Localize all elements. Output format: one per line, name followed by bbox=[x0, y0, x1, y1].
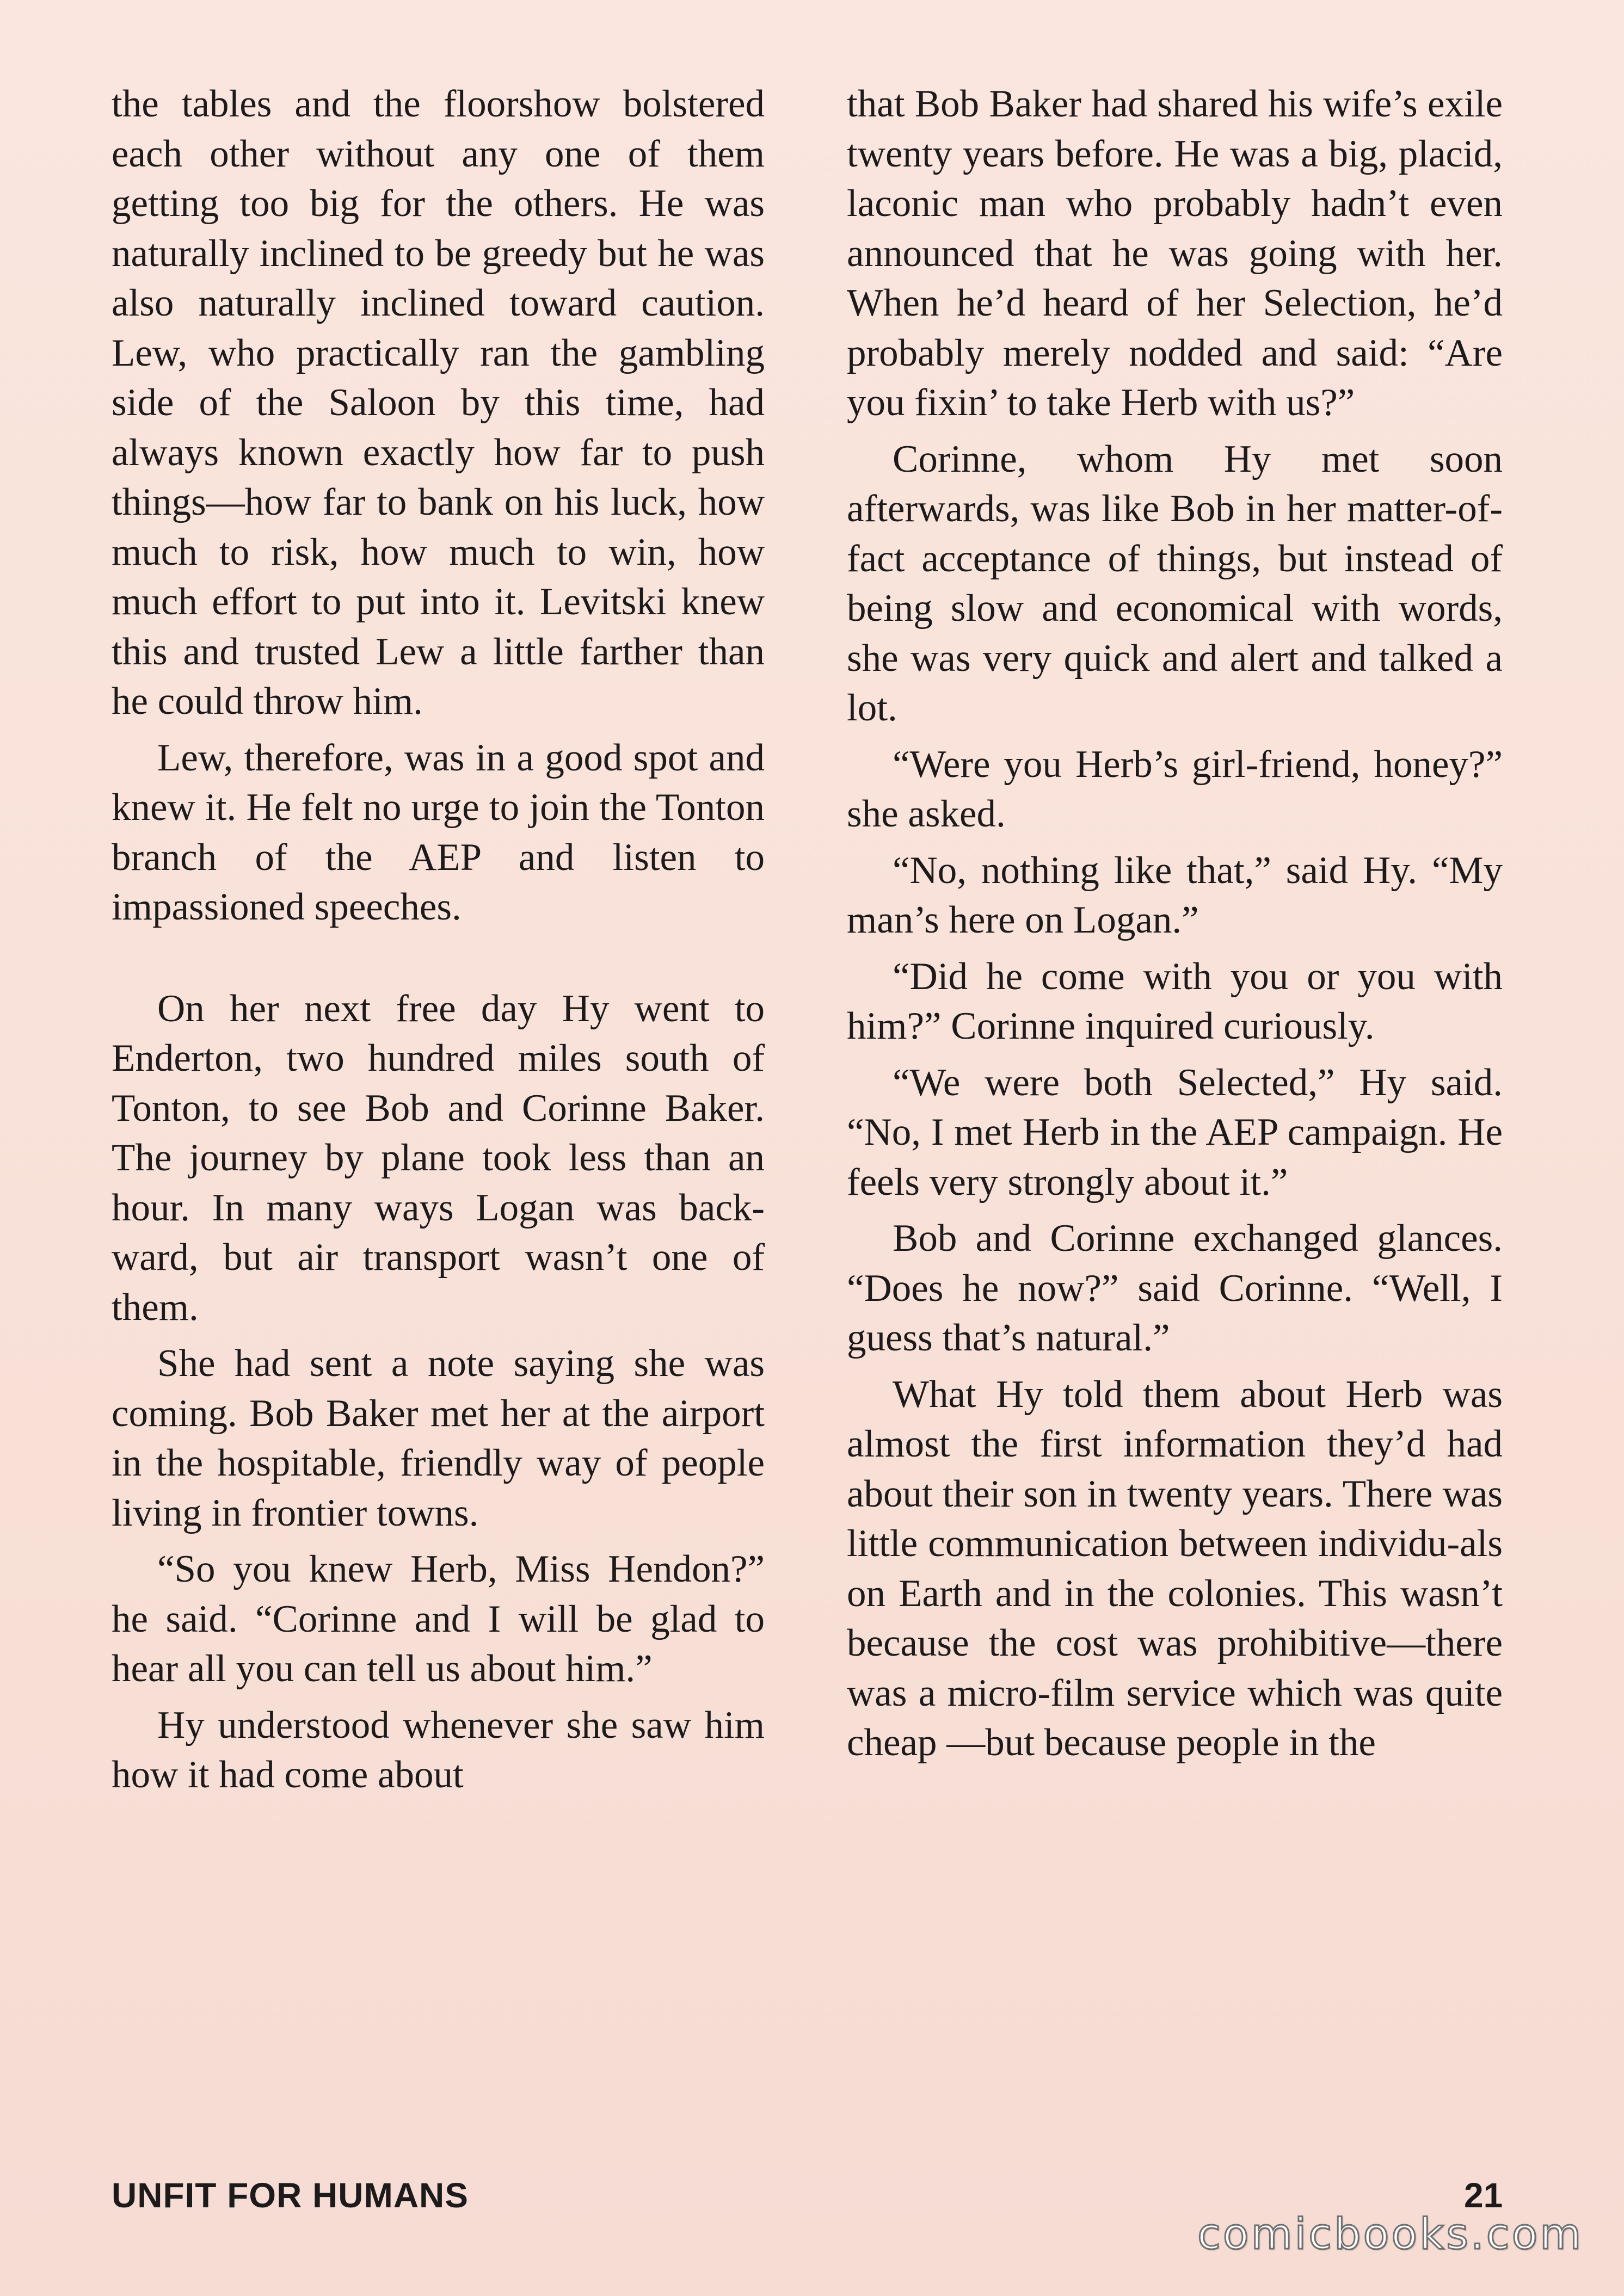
watermark-logo: comicbooks.com bbox=[1197, 2210, 1584, 2259]
paragraph: the tables and the floorshow bolstered each other without any one of them getting too big for the others. He was naturally inclined to be greedy but he was also naturally inclined toward caution. Lew, who practically ran the gambling side of the Saloon by this time, had always known exactly how far to push things—how far to bank on his luck, how much to risk, how much to win, how much effort to put into it. Levitski knew this and trusted Lew a little farther than he could throw him. bbox=[112, 83, 765, 723]
paragraph: that Bob Baker had shared his wife’s exile twenty years before. He was a big, placid, laconic man who probably hadn’t even announced that he was going with her. When he’d heard of her Selection, he’d probably merely nodded and said: “Are you fixin’ to take Herb with us?” bbox=[847, 83, 1503, 424]
paragraph: “Did he come with you or you with him?” Corinne inquired curiously. bbox=[847, 955, 1503, 1047]
paragraph: Lew, therefore, was in a good spot and knew it. He felt no urge to join the Tonton branch of the AEP and listen to impassioned speeches. bbox=[112, 736, 765, 928]
paragraph: “No, nothing like that,” said Hy. “My man’s here on Logan.” bbox=[847, 849, 1503, 941]
right-text-column bbox=[847, 79, 1503, 1775]
paragraph: What Hy told them about Herb was almost the first information they’d had about their son in twenty years. There was little communication between individu-als on Earth and in the colonies. This wasn’t because the cost was prohibitive—there was a micro-film service which was quite cheap —but because people in the bbox=[847, 1373, 1503, 1764]
paragraph: Hy understood whenever she saw him how it had come about bbox=[112, 1704, 765, 1796]
paragraph: “So you knew Herb, Miss Hendon?” he said. “Corinne and I will be glad to hear all you can tell us about him.” bbox=[112, 1548, 765, 1690]
paragraph: “Were you Herb’s girl-friend, honey?” she asked. bbox=[847, 743, 1503, 835]
paragraph: Corinne, whom Hy met soon afterwards, was like Bob in her matter-of-fact acceptance of things, but instead of being slow and economical with words, she was very quick and alert and talked a lot. bbox=[847, 437, 1503, 729]
paragraph: On her next free day Hy went to Enderton, two hundred miles south of Tonton, to see Bob and Corinne Baker. The journey by plane took less than an hour. In many ways Logan was back-ward, but air transport wasn’t one of them. bbox=[112, 987, 765, 1329]
running-title: UNFIT FOR HUMANS bbox=[112, 2176, 469, 2215]
left-text-column bbox=[112, 79, 765, 1807]
page-number: 21 bbox=[1464, 2176, 1503, 2215]
paragraph: “We were both Selected,” Hy said. “No, I met Herb in the AEP campaign. He feels very strongly about it.” bbox=[847, 1061, 1503, 1203]
paragraph: Bob and Corinne exchanged glances. “Does he now?” said Corinne. “Well, I guess that’s natural.” bbox=[847, 1217, 1503, 1359]
paragraph: She had sent a note saying she was coming. Bob Baker met her at the airport in the hospitable, friendly way of people living in frontier towns. bbox=[112, 1342, 765, 1534]
